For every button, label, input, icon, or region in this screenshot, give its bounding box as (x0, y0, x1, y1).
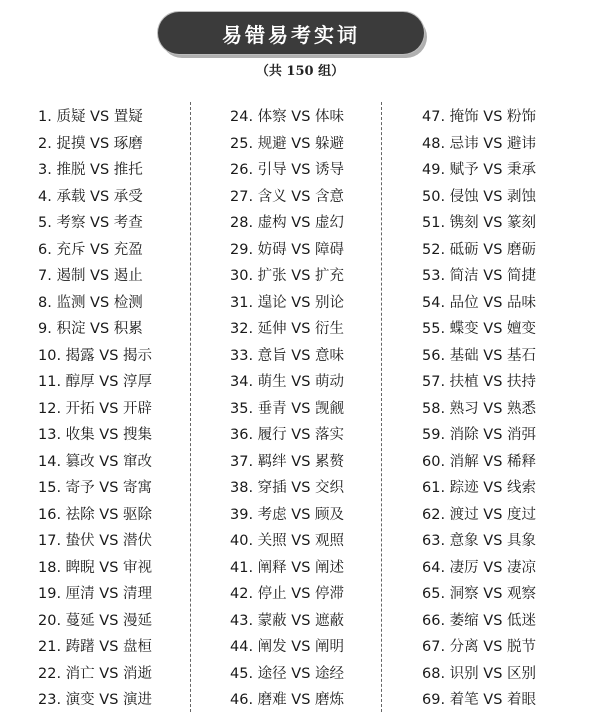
word-pair-item: 31. 遑论 VS 别论 (230, 294, 345, 311)
word-pair-item: 27. 含义 VS 含意 (230, 188, 345, 205)
word-pair-item: 25. 规避 VS 躲避 (230, 135, 345, 152)
word-pair-list (0, 104, 600, 724)
word-pair-item: 18. 睥睨 VS 审视 (38, 559, 153, 576)
word-pair-item: 39. 考虑 VS 顾及 (230, 506, 345, 523)
word-pair-item: 11. 醇厚 VS 淳厚 (38, 374, 153, 390)
word-pair-item: 13. 收集 VS 搜集 (38, 427, 153, 443)
page-title: 易错易考实词 (222, 22, 360, 47)
word-pair-item: 67. 分离 VS 脱节 (422, 639, 537, 655)
word-pair-item: 49. 赋予 VS 秉承 (422, 162, 537, 178)
word-pair-item: 22. 消亡 VS 消逝 (38, 665, 153, 682)
word-pair-item: 34. 萌生 VS 萌动 (230, 374, 345, 390)
word-pair-item: 54. 品位 VS 品味 (422, 294, 537, 311)
word-pair-item: 20. 蔓延 VS 漫延 (38, 612, 153, 629)
word-pair-item: 29. 妨碍 VS 障碍 (230, 241, 345, 258)
word-pair-item: 36. 履行 VS 落实 (230, 427, 345, 443)
word-pair-item: 32. 延伸 VS 衍生 (230, 321, 345, 337)
word-pair-item: 53. 简洁 VS 简捷 (422, 268, 537, 284)
word-pair-item: 65. 洞察 VS 观察 (422, 586, 537, 602)
word-pair-item: 42. 停止 VS 停滞 (230, 586, 345, 602)
word-pair-item: 26. 引导 VS 诱导 (230, 162, 345, 178)
word-pair-item: 28. 虚构 VS 虚幻 (230, 215, 345, 231)
word-pair-item: 50. 侵蚀 VS 剥蚀 (422, 188, 537, 205)
word-pair-item: 62. 渡过 VS 度过 (422, 506, 537, 523)
word-pair-item: 47. 掩饰 VS 粉饰 (422, 109, 537, 125)
word-pair-item: 33. 意旨 VS 意味 (230, 347, 345, 364)
word-pair-item: 19. 厘清 VS 清理 (38, 586, 153, 602)
word-pair-item: 61. 踪迹 VS 线索 (422, 480, 537, 496)
word-pair-item: 21. 踌躇 VS 盘桓 (38, 639, 153, 655)
word-pair-item: 4. 承载 VS 承受 (38, 188, 143, 205)
word-pair-item: 37. 羁绊 VS 累赘 (230, 453, 345, 470)
word-pair-item: 43. 蒙蔽 VS 遮蔽 (230, 612, 345, 629)
word-pair-item: 17. 蛰伏 VS 潜伏 (38, 533, 153, 549)
word-pair-item: 6. 充斥 VS 充盈 (38, 241, 143, 258)
word-pair-item: 69. 着笔 VS 着眼 (422, 692, 537, 708)
word-pair-item: 58. 熟习 VS 熟悉 (422, 400, 537, 417)
word-pair-item: 60. 消解 VS 稀释 (422, 453, 537, 470)
word-pair-item: 40. 关照 VS 观照 (230, 533, 345, 549)
word-pair-item: 24. 体察 VS 体味 (230, 109, 345, 125)
word-pair-item: 7. 遏制 VS 遏止 (38, 268, 143, 284)
word-pair-item: 1. 质疑 VS 置疑 (38, 109, 143, 125)
word-pair-item: 30. 扩张 VS 扩充 (230, 268, 345, 284)
word-pair-item: 15. 寄予 VS 寄寓 (38, 480, 153, 496)
word-pair-item: 3. 推脱 VS 推托 (38, 162, 143, 178)
word-pair-item: 52. 砥砺 VS 磨砺 (422, 241, 537, 258)
word-pair-item: 66. 萎缩 VS 低迷 (422, 612, 537, 629)
word-pair-item: 45. 途径 VS 途经 (230, 665, 345, 682)
word-pair-item: 2. 捉摸 VS 琢磨 (38, 135, 143, 152)
word-pair-item: 16. 祛除 VS 驱除 (38, 506, 153, 523)
word-pair-item: 8. 监测 VS 检测 (38, 294, 143, 311)
word-pair-item: 59. 消除 VS 消弭 (422, 427, 537, 443)
word-pair-item: 55. 蝶变 VS 嬗变 (422, 321, 537, 337)
word-pair-item: 12. 开拓 VS 开辟 (38, 400, 153, 417)
word-pair-item: 57. 扶植 VS 扶持 (422, 374, 537, 390)
word-pair-item: 68. 识别 VS 区别 (422, 665, 537, 682)
word-pair-item: 23. 演变 VS 演进 (38, 692, 153, 708)
word-pair-item: 48. 忌讳 VS 避讳 (422, 135, 537, 152)
word-pair-item: 56. 基础 VS 基石 (422, 347, 537, 364)
word-column-3 (422, 104, 536, 714)
word-pair-item: 14. 篡改 VS 窜改 (38, 453, 153, 470)
word-column-2 (230, 104, 344, 714)
word-pair-item: 46. 磨难 VS 磨炼 (230, 692, 345, 708)
title-banner (158, 12, 424, 54)
word-pair-item: 41. 阐释 VS 阐述 (230, 559, 345, 576)
word-pair-item: 9. 积淀 VS 积累 (38, 321, 143, 337)
word-pair-item: 64. 凄厉 VS 凄凉 (422, 559, 537, 576)
page-subtitle: （共 150 组） (255, 64, 345, 79)
word-column-1 (38, 104, 152, 714)
word-pair-item: 35. 垂青 VS 觊觎 (230, 400, 345, 417)
word-pair-item: 51. 镌刻 VS 篆刻 (422, 215, 537, 231)
word-pair-item: 63. 意象 VS 具象 (422, 533, 537, 549)
word-pair-item: 44. 阐发 VS 阐明 (230, 639, 345, 655)
word-pair-item: 10. 揭露 VS 揭示 (38, 347, 153, 364)
word-pair-item: 5. 考察 VS 考查 (38, 215, 143, 231)
word-pair-item: 38. 穿插 VS 交织 (230, 480, 345, 496)
